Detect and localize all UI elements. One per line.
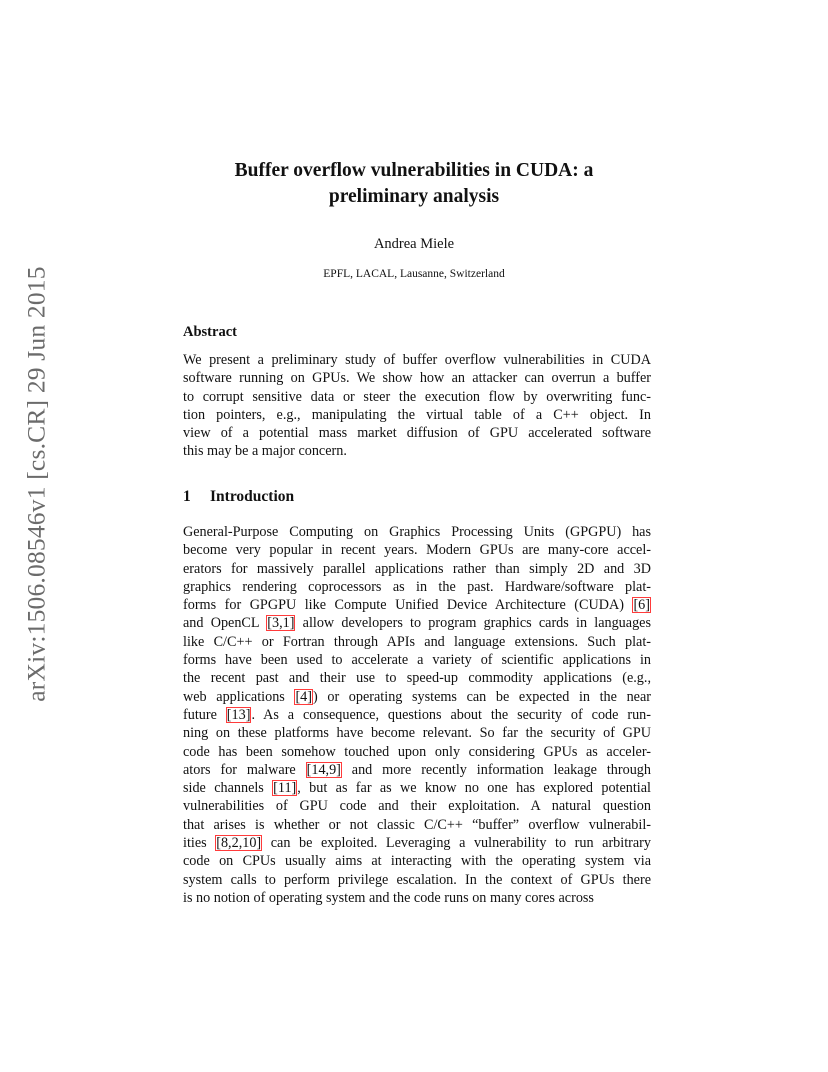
text-run: ) or operating systems can be expected in the near xyxy=(313,688,651,705)
text-run: ning on these platforms have become relevant. So far the security of GPU xyxy=(183,725,651,742)
text-run: and more recently information leakage through xyxy=(341,761,651,778)
introduction-line xyxy=(183,706,651,724)
text-run: side channels xyxy=(183,780,273,797)
introduction-line xyxy=(183,797,651,815)
text-run: like C/C++ or Fortran through APIs and language extensions. Such plat- xyxy=(183,633,651,650)
citation-link[interactable]: [3,1] xyxy=(267,615,295,632)
text-run: that arises is whether or not classic C/C++ “buffer” overflow vulnerabil- xyxy=(183,816,651,833)
text-run: . As a consequence, questions about the security of code run- xyxy=(251,706,651,723)
abstract-line: tion pointers, e.g., manipulating the virtual table of a C++ object. In xyxy=(183,406,651,423)
abstract-line: view of a potential mass market diffusion of GPU accelerated software xyxy=(183,425,651,442)
section-number: 1 xyxy=(183,488,191,505)
text-run: erators for massively parallel applications rather than simply 2D and 3D xyxy=(183,560,651,577)
text-run: code on CPUs usually aims at interacting with the operating system via xyxy=(183,853,651,870)
text-run: is no notion of operating system and the code runs on many cores across xyxy=(183,889,594,906)
text-run: ities xyxy=(183,835,216,852)
arxiv-identifier-stamp xyxy=(22,266,52,702)
text-run: become very popular in recent years. Modern GPUs are many-core accel- xyxy=(183,542,651,559)
citation-link[interactable]: [4] xyxy=(295,688,312,705)
citation-link[interactable]: [6] xyxy=(633,597,650,614)
citation-link[interactable]: [13] xyxy=(226,706,251,723)
text-run: forms for GPGPU like Compute Unified Device Architecture (CUDA) xyxy=(183,597,633,614)
introduction-line xyxy=(183,560,651,578)
abstract-body xyxy=(183,351,651,461)
text-run: ators for malware xyxy=(183,761,306,778)
text-run: graphics rendering coprocessors as in the past. Hardware/software plat- xyxy=(183,578,651,595)
text-run: forms have been used to accelerate a variety of scientific applications in xyxy=(183,652,651,669)
text-run: web applications xyxy=(183,688,295,705)
abstract-line: this may be a major concern. xyxy=(183,443,347,460)
introduction-line xyxy=(183,889,651,907)
introduction-line xyxy=(183,871,651,889)
introduction-line xyxy=(183,633,651,651)
text-run: code has been somehow touched upon only considering GPUs as acceler- xyxy=(183,743,651,760)
introduction-line xyxy=(183,523,651,541)
text-run: General-Purpose Computing on Graphics Processing Units (GPGPU) has xyxy=(183,524,651,540)
arxiv-identifier-text: arXiv:1506.08546v1 [cs.CR] 29 Jun 2015 xyxy=(22,266,52,702)
introduction-line xyxy=(183,779,651,797)
introduction-line xyxy=(183,614,651,632)
author-affiliation: EPFL, LACAL, Lausanne, Switzerland xyxy=(323,268,505,280)
section-title: Introduction xyxy=(210,488,295,505)
introduction-line xyxy=(183,669,651,687)
introduction-line xyxy=(183,688,651,706)
introduction-line xyxy=(183,743,651,761)
text-run: allow developers to program graphics cards in languages xyxy=(295,615,651,632)
text-run: future xyxy=(183,706,226,723)
introduction-line xyxy=(183,761,651,779)
text-run: , but as far as we know no one has explored potential xyxy=(297,780,651,797)
abstract-line: software running on GPUs. We show how an attacker can overrun a buffer xyxy=(183,370,651,387)
abstract-heading: Abstract xyxy=(183,324,237,340)
introduction-line xyxy=(183,724,651,742)
abstract-line: to corrupt sensitive data or steer the execution flow by overwriting func- xyxy=(183,388,651,405)
citation-link[interactable]: [14,9] xyxy=(306,761,341,778)
introduction-line xyxy=(183,578,651,596)
introduction-line xyxy=(183,596,651,614)
citation-link[interactable]: [11] xyxy=(273,780,297,797)
title-line: Buffer overflow vulnerabilities in CUDA: a xyxy=(234,160,594,181)
title-line: preliminary analysis xyxy=(328,186,500,207)
author-name: Andrea Miele xyxy=(373,236,455,252)
introduction-line xyxy=(183,541,651,559)
section-heading xyxy=(183,488,294,506)
abstract-line: We present a preliminary study of buffer overflow vulnerabilities in CUDA xyxy=(183,352,651,368)
introduction-body xyxy=(183,523,651,907)
introduction-line xyxy=(183,651,651,669)
introduction-line xyxy=(183,816,651,834)
text-run: can be exploited. Leveraging a vulnerability to run arbitrary xyxy=(262,835,651,852)
text-run: and OpenCL xyxy=(183,615,267,632)
text-run: system calls to perform privilege escalation. In the context of GPUs there xyxy=(183,871,651,888)
citation-link[interactable]: [8,2,10] xyxy=(216,835,262,852)
introduction-line xyxy=(183,852,651,870)
introduction-line xyxy=(183,834,651,852)
text-run: the recent past and their use to speed-up commodity applications (e.g., xyxy=(183,670,651,687)
text-run: vulnerabilities of GPU code and their exploitation. A natural question xyxy=(183,798,651,815)
paper-title xyxy=(150,158,678,210)
